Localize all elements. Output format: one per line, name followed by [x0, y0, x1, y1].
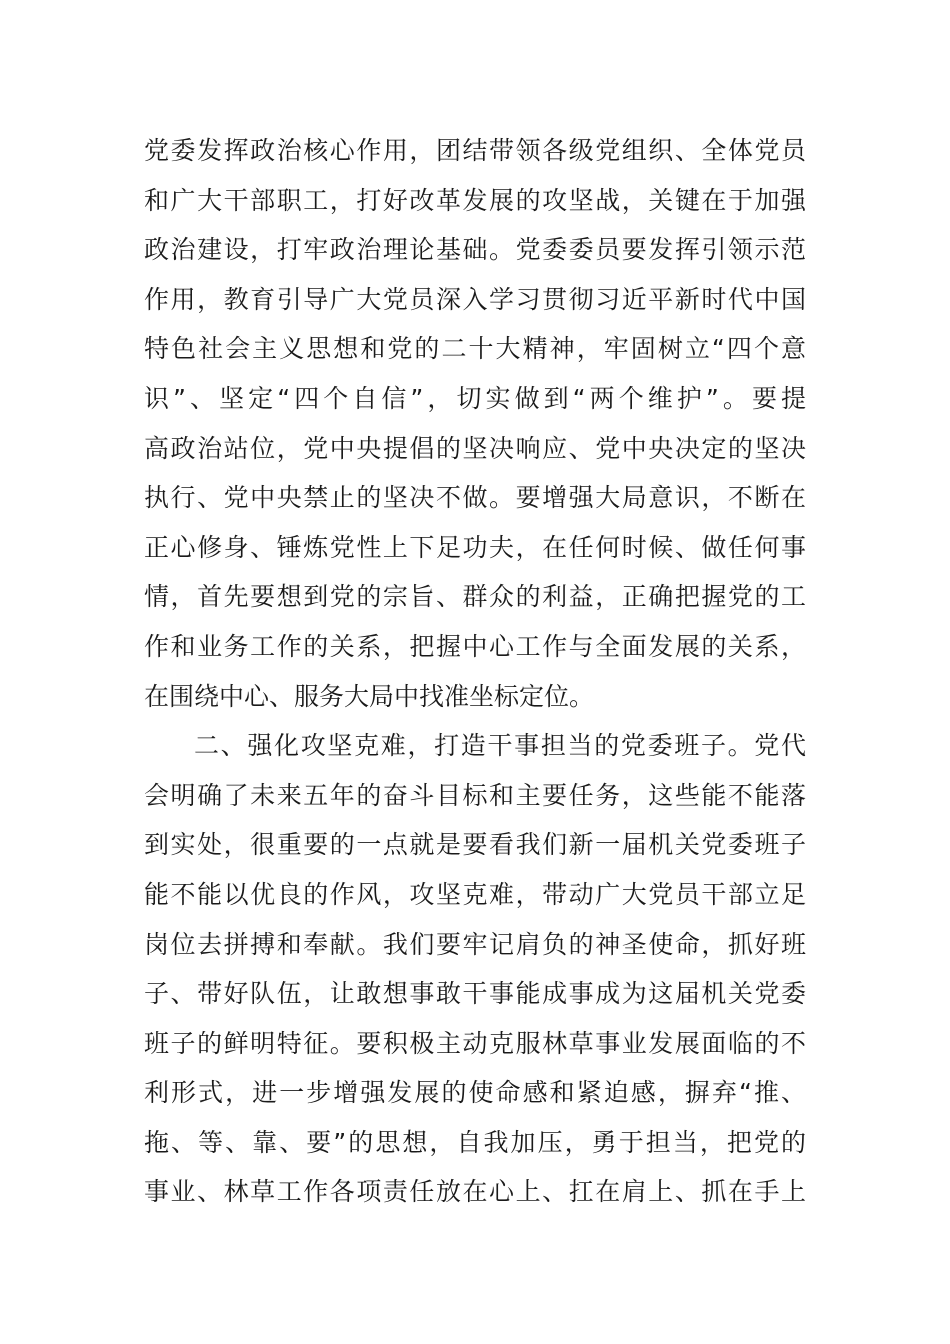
text-line: 子、带好队伍，让敢想事敢干事能成事成为这届机关党委 [144, 979, 806, 1009]
text-line: 识”、坚定“四个自信”，切实做到“两个维护”。要提 [144, 383, 806, 413]
text-line: 高政治站位，党中央提倡的坚决响应、党中央决定的坚决 [144, 433, 806, 463]
text-line: 会明确了未来五年的奋斗目标和主要任务，这些能不能落 [144, 780, 806, 810]
text-line: 政治建设，打牢政治理论基础。党委委员要发挥引领示范 [144, 235, 806, 265]
text-line: 情，首先要想到党的宗旨、群众的利益，正确把握党的工 [144, 582, 806, 612]
section-heading-line: 二、强化攻坚克难，打造干事担当的党委班子。党代 [194, 731, 806, 761]
text-line: 岗位去拼搏和奉献。我们要牢记肩负的神圣使命，抓好班 [144, 929, 806, 959]
text-line: 特色社会主义思想和党的二十大精神，牢固树立“四个意 [144, 334, 806, 364]
text-line: 执行、党中央禁止的坚决不做。要增强大局意识，不断在 [144, 483, 806, 513]
text-line: 到实处，很重要的一点就是要看我们新一届机关党委班子 [144, 830, 806, 860]
text-line: 正心修身、锤炼党性上下足功夫，在任何时候、做任何事 [144, 532, 806, 562]
text-line: 利形式，进一步增强发展的使命感和紧迫感，摒弃“推、 [144, 1078, 806, 1108]
paragraph-end-line: 在围绕中心、服务大局中找准坐标定位。 [144, 681, 595, 711]
text-line: 作和业务工作的关系，把握中心工作与全面发展的关系， [144, 631, 806, 661]
text-line: 党委发挥政治核心作用，团结带领各级党组织、全体党员 [144, 136, 806, 165]
text-line: 拖、等、靠、要”的思想，自我加压，勇于担当，把党的 [144, 1127, 806, 1157]
text-line: 能不能以优良的作风，攻坚克难，带动广大党员干部立足 [144, 879, 806, 909]
body-text [144, 126, 806, 1217]
text-line: 事业、林草工作各项责任放在心上、扛在肩上、抓在手上 [144, 1177, 806, 1207]
text-line: 作用，教育引导广大党员深入学习贯彻习近平新时代中国 [144, 284, 806, 314]
text-line: 和广大干部职工，打好改革发展的攻坚战，关键在于加强 [144, 185, 806, 215]
text-line: 班子的鲜明特征。要积极主动克服林草事业发展面临的不 [144, 1028, 806, 1058]
